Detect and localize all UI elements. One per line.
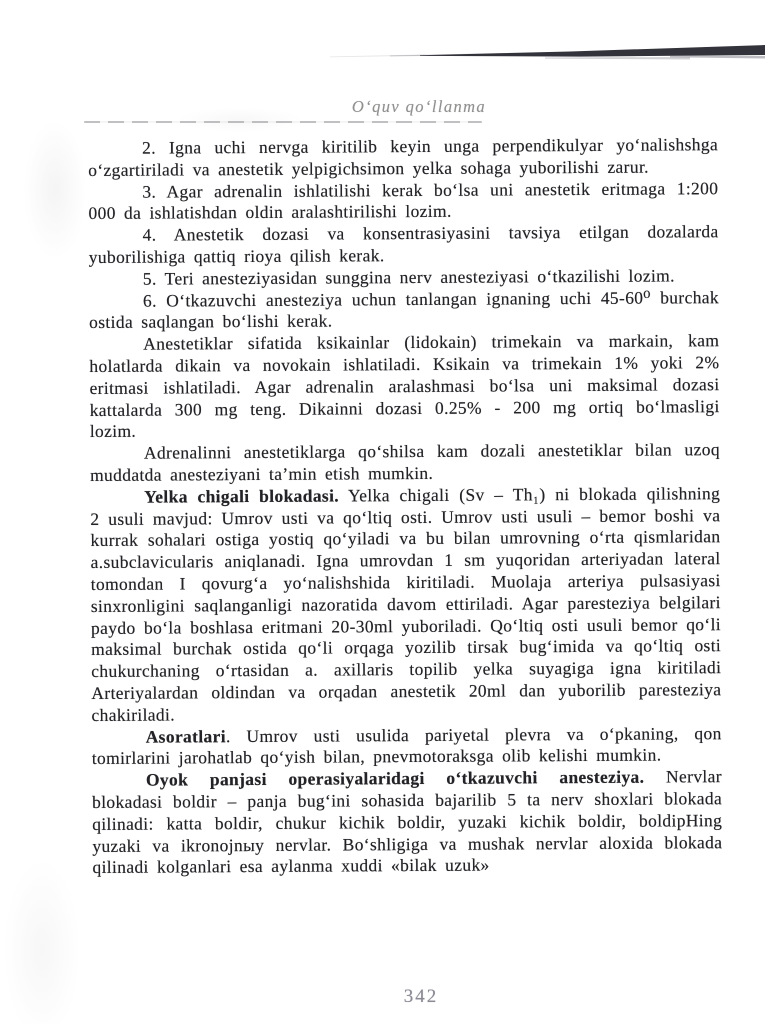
paragraph-lead-bold: Asoratlari bbox=[145, 725, 227, 747]
running-header: O‘quv qo‘llanma bbox=[351, 97, 487, 116]
scan-artifact-line bbox=[330, 40, 765, 66]
paragraph-text: 3. Agar adrenalin ishlatilishi kerak bo‘lsa uni anestetik eritmaga 1:200 000 da ishlatishdan oldin aralashtirilishi lozim. bbox=[88, 177, 719, 224]
paragraph-text: Anestetiklar sifatida ksikainlar (lidokain) trimekain va markain, kam holatlarda dikain va novokain ishlatiladi. Ksikain va trimekain 1% yoki 2% eritmasi ishlatiladi. Agar adrenalin aralashmasi bo‘lsa uni maksimal dozasi kattalarda 300 mg teng. Dikainni dozasi 0.25% - 200 mg ortiq bo‘lmasligi lozim. bbox=[89, 330, 720, 442]
paragraph bbox=[89, 287, 719, 334]
paragraph-text: Adrenalinni anestetiklarga qo‘shilsa kam dozali anestetiklar bilan uzoq muddatda anesteziyani ta’min etish mumkin. bbox=[89, 439, 720, 485]
paragraph-text: Yelka chigali (Sv – Th₁) ni blokada qilishning 2 usuli mavjud: Umrov usti va qo‘ltiq osti. Umrov usti usuli – bemor boshi va kurrak sohalari ostiga yostiq qo‘yiladi va bu bilan umrovning o‘rta qismlaridan a.subclavicularis aniqlanadi. Igna umrovdan 1 sm yuqoridan arteriyadan lateral tomondan I qovurg‘a yo‘nalishshida kiritiladi. Muolaja arteriya pulsasiyasi sinxronligini saqlanganligi nazoratida davom ettiriladi. Agar paresteziya belgilari paydo bo‘la boshlasa eritmani 20-30ml yuboriladi. Qo‘ltiq osti usuli bemor qo‘li maksimal burchak ostida qo‘li orqaga yozilib tirsak bug‘imida va qo‘ltiq osti chukurchaning o‘rtasidan a. axillaris topilib yelka suyagiga igna kiritiladi Arteriyalardan oldindan va orqadan anestetik 20ml dan yuborilib paresteziya chakiriladi. bbox=[90, 482, 722, 725]
paragraph bbox=[88, 134, 718, 181]
header-divider bbox=[84, 121, 482, 123]
page-number: 342 bbox=[403, 986, 439, 1007]
body-text bbox=[88, 134, 723, 879]
paragraph-text: 2. Igna uchi nervga kiritilib keyin unga perpendikulyar yo‘nalishshga o‘zgartiriladi va anestetik yelpigichsimon yelka sohaga yuborilishi zarur. bbox=[88, 134, 719, 180]
paragraph-lead-bold: Yelka chigali blokadasi. bbox=[144, 485, 340, 507]
paragraph bbox=[90, 483, 721, 727]
paragraph-text: 5. Teri anesteziyasidan sunggina nerv anesteziyasi o‘tkazilishi lozim. bbox=[142, 265, 675, 289]
paragraph-text: Nervlar blokadasi boldir – panja bug‘ini sohasida bajarilib 5 ta nerv shoxlari blokada qilinadi: katta boldir, chukur kichik boldir, yuzaki kichik boldir, boldipHing yuzaki va ikronojnыy nervlar. Bo‘shligiga va mushak nervlar aloxida blokada qilinadi kolganlari esa aylanma xuddi «bilak uzuk» bbox=[91, 766, 723, 878]
paragraph bbox=[92, 766, 723, 879]
paragraph bbox=[90, 439, 720, 486]
paragraph-text: . Umrov usti usulida pariyetal plevra va o‘pkaning, qon tomirlarini jarohatlab qo‘yish bilan, pnevmotoraksga olib kelishi mumkin. bbox=[91, 722, 722, 769]
paragraph-lead-bold: Oyok panjasi operasiyalaridagi o‘tkazuvchi anesteziya. bbox=[145, 766, 645, 790]
paragraph-text: 6. O‘tkazuvchi anesteziya uchun tanlangan ignaning uchi 45-60⁰ burchak ostida saqlangan bo‘lishi kerak. bbox=[89, 286, 720, 333]
paragraph bbox=[89, 330, 720, 443]
paragraph-text: 4. Anestetik dozasi va konsentrasiyasini tavsiya etilgan dozalarda yuborilishiga qattiq rioya qilish kerak. bbox=[88, 221, 719, 267]
paragraph bbox=[88, 178, 718, 225]
paragraph bbox=[92, 723, 722, 770]
paragraph bbox=[89, 221, 719, 268]
